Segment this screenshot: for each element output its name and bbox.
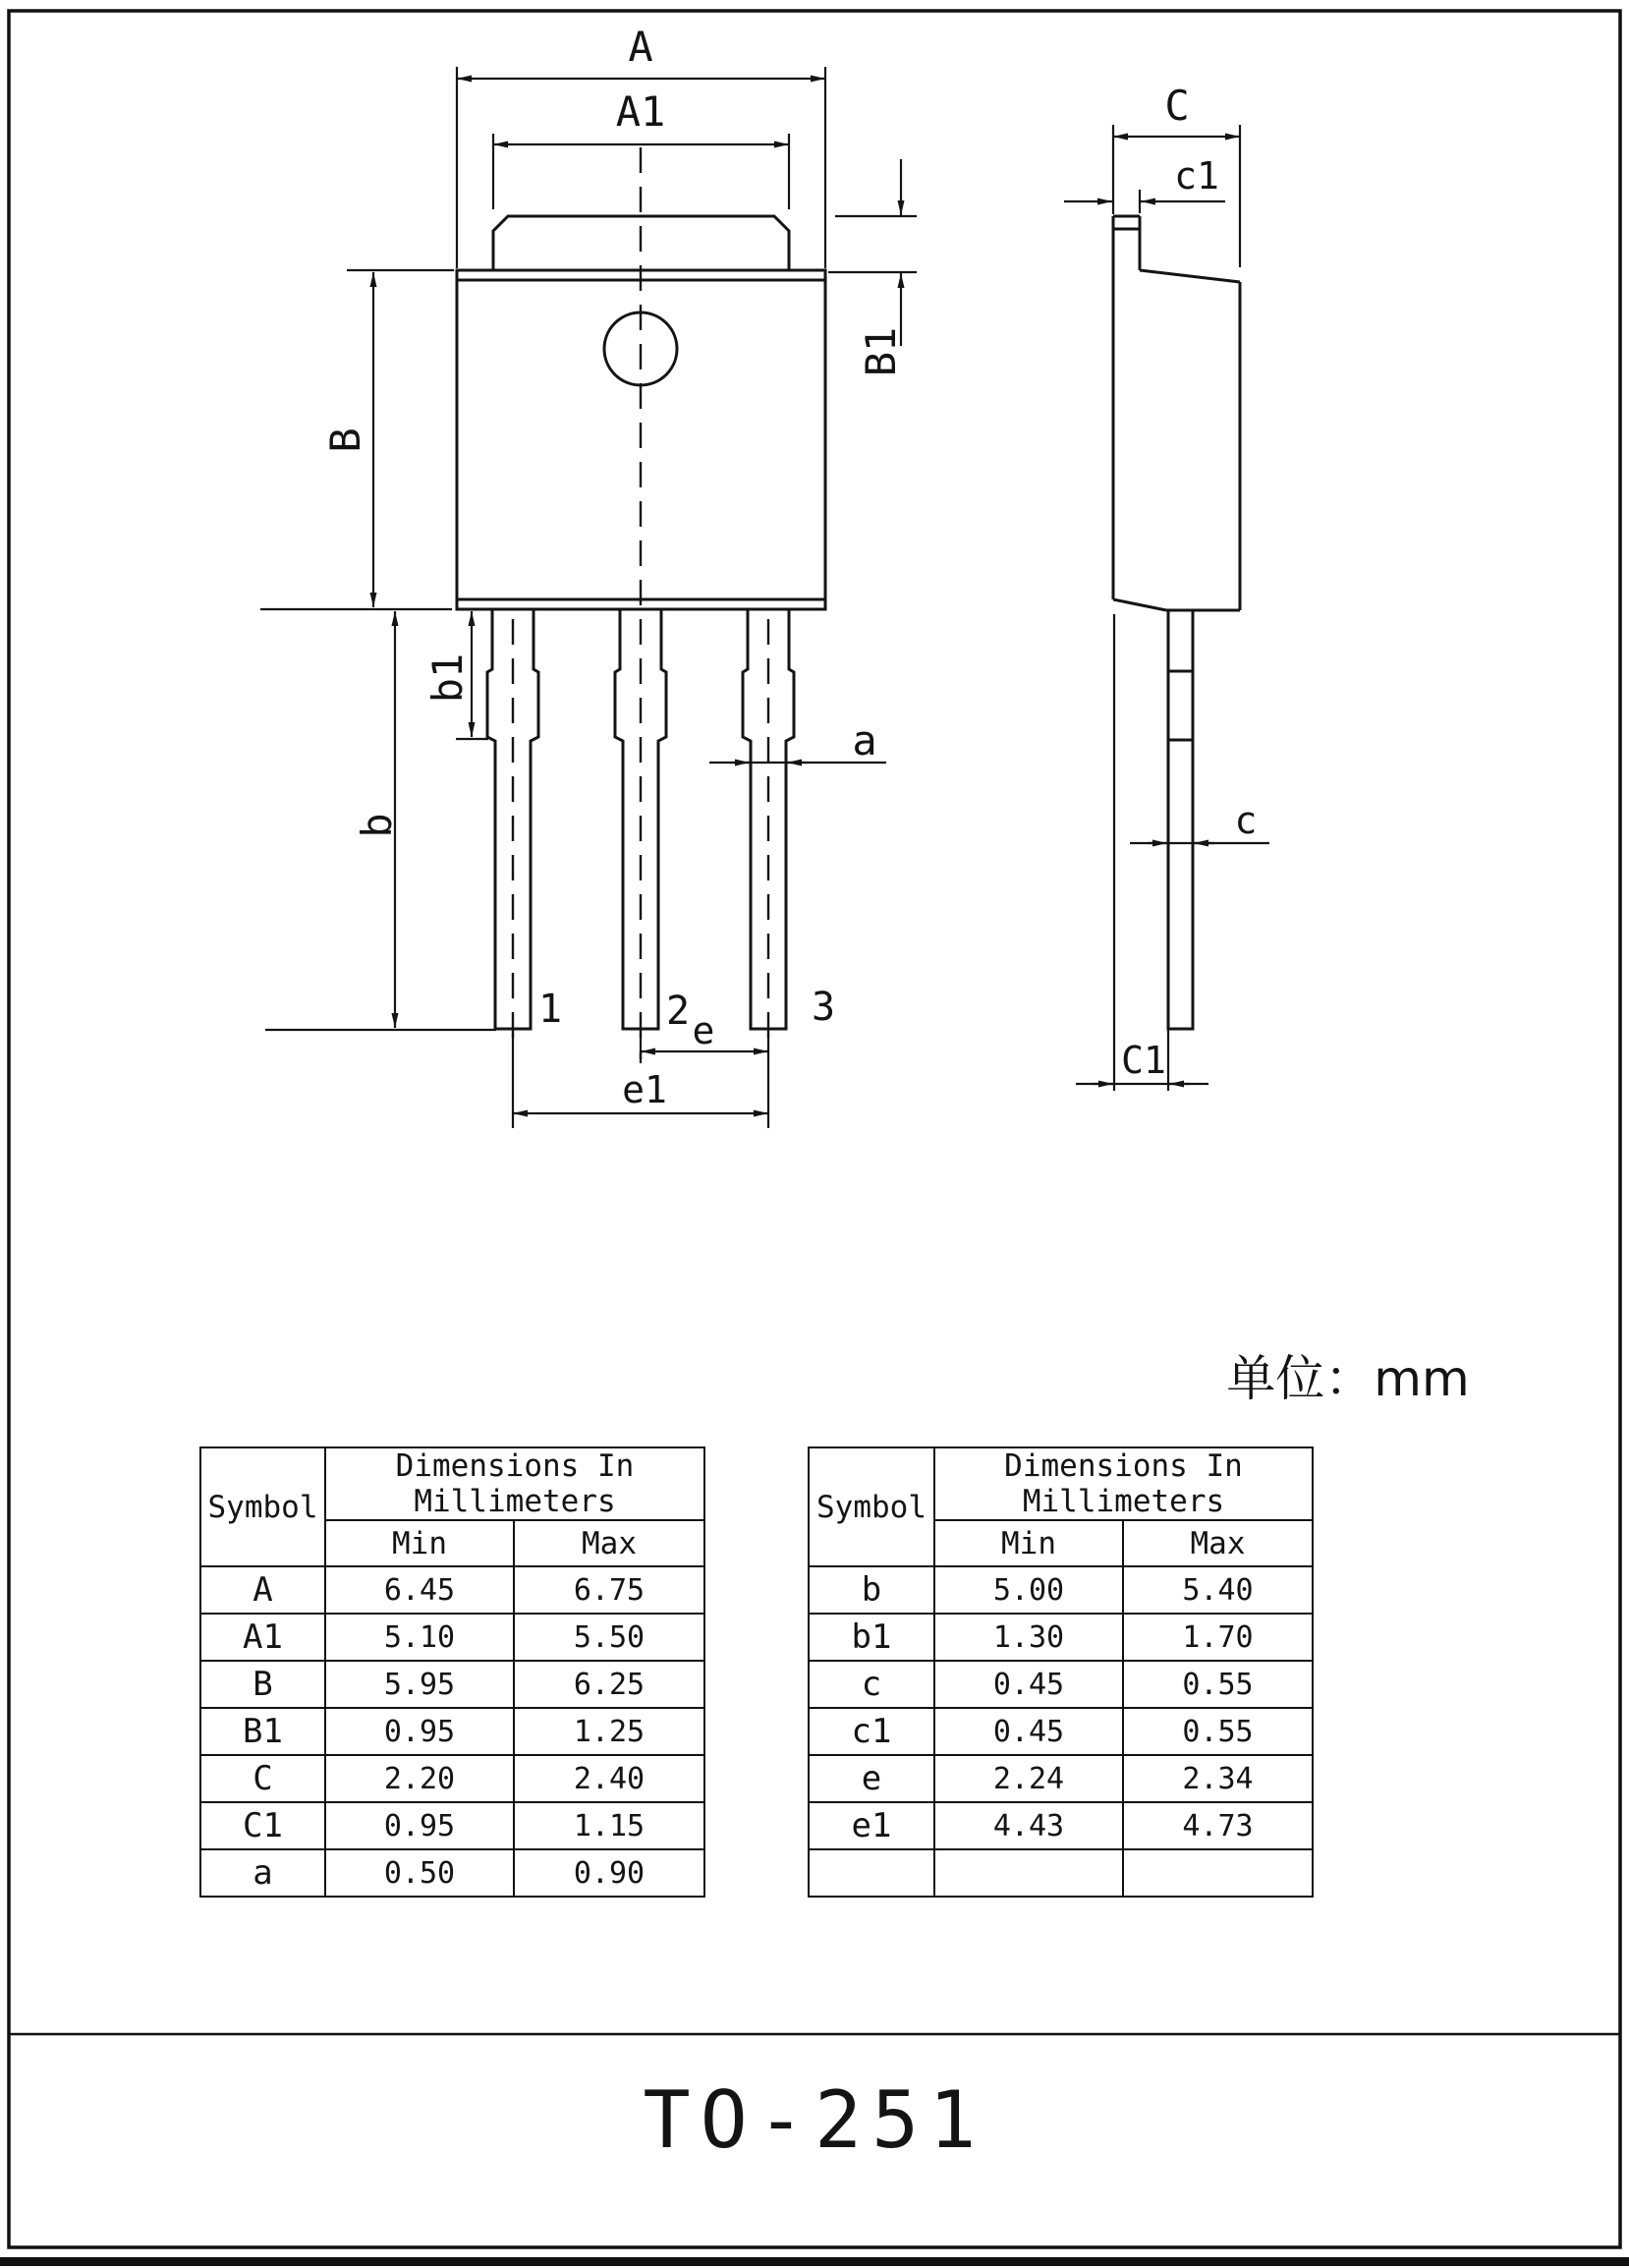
label-b1: b1 [423,652,472,704]
label-A1: A1 [615,87,666,136]
table-row [809,1849,1313,1897]
label-a: a [852,716,877,765]
left-symbol-header: Symbol [200,1447,325,1566]
table-row: e 2.24 2.34 [809,1755,1313,1802]
label-c: c [1234,799,1258,842]
right-symbol-header: Symbol [809,1447,934,1566]
front-view-dimensions [260,67,917,1128]
table-row: B 5.95 6.25 [200,1661,704,1708]
table-row: a 0.50 0.90 [200,1849,704,1897]
table-row: C 2.20 2.40 [200,1755,704,1802]
table-row: e1 4.43 4.73 [809,1802,1313,1849]
right-dim-header: Dimensions In Millimeters [934,1447,1313,1520]
label-e1: e1 [622,1068,667,1111]
left-min-header: Min [325,1520,514,1566]
label-b: b [353,813,401,838]
label-C1: C1 [1121,1039,1166,1082]
front-view [457,147,825,1059]
right-max-header: Max [1123,1520,1313,1566]
table-row: C1 0.95 1.15 [200,1802,704,1849]
label-e: e [692,1009,715,1052]
dimensions-table-right [808,1446,1314,1898]
table-row: A1 5.10 5.50 [200,1614,704,1661]
pin-2-label: 2 [665,989,691,1034]
table-row: b 5.00 5.40 [809,1566,1313,1614]
package-title: TO-251 [643,2074,986,2166]
left-max-header: Max [514,1520,704,1566]
table-row: c1 0.45 0.55 [809,1708,1313,1755]
side-lead-outline [1168,610,1193,1029]
label-C: C [1164,82,1190,130]
label-B: B [321,427,369,453]
pin-1-label: 1 [537,987,563,1032]
table-row: c 0.45 0.55 [809,1661,1313,1708]
table-row: b1 1.30 1.70 [809,1614,1313,1661]
right-min-header: Min [934,1520,1123,1566]
side-view [1113,216,1240,1029]
label-A: A [628,23,653,71]
pin-3-label: 3 [811,985,836,1030]
label-B1: B1 [857,326,905,377]
label-c1: c1 [1174,154,1219,198]
dimensions-table-left [199,1446,705,1898]
page-border [0,11,1629,2266]
table-row: B1 0.95 1.25 [200,1708,704,1755]
left-dim-header: Dimensions In Millimeters [325,1447,704,1520]
table-row: A 6.45 6.75 [200,1566,704,1614]
unit-note: 单位：mm [1226,1350,1470,1407]
